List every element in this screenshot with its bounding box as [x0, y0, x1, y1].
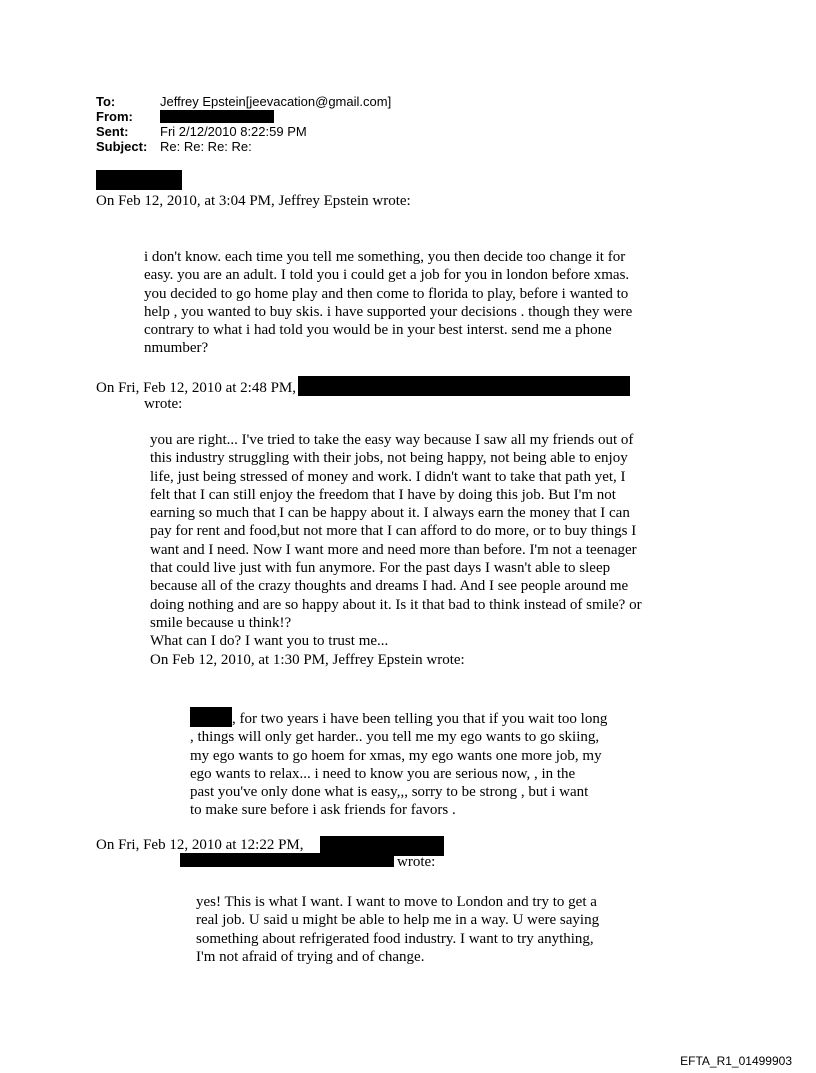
message-line: nmumber? — [144, 340, 209, 357]
message-line: help , you wanted to buy skis. i have supported your decisions . though they were — [144, 303, 633, 320]
subject-value: Re: Re: Re: Re: — [160, 139, 252, 154]
recipient-name-redaction — [190, 707, 232, 727]
message-line: past you've only done what is easy,,, sorry to be strong , but i want — [190, 784, 589, 801]
message-line: something about refrigerated food industry. I want to try anything, — [196, 930, 594, 947]
message-line: i don't know. each time you tell me something, you then decide too change it for — [144, 249, 626, 265]
reply-intro-4-text: On Fri, Feb 12, 2010 at 12:22 PM, — [96, 837, 304, 853]
sent-row — [96, 124, 391, 139]
message-line: life, just being stressed of money and work. I didn't want to take that path yet, I — [150, 468, 626, 485]
message-2-body — [150, 431, 642, 669]
subject-label: Subject: — [96, 139, 148, 154]
subject-row — [96, 139, 391, 154]
message-line: felt that I can still enjoy the freedom that I have by doing this job. But I'm not — [150, 486, 616, 503]
sender-name-redaction — [96, 170, 182, 190]
reply-intro-2-wrote: wrote: — [144, 396, 183, 412]
email-header — [96, 94, 391, 154]
reply-intro-4 — [96, 836, 304, 854]
sent-value: Fri 2/12/2010 8:22:59 PM — [160, 124, 307, 139]
sender-email-redaction — [298, 376, 630, 396]
message-4-body — [196, 893, 599, 966]
message-line: to make sure before i ask friends for favors . — [190, 802, 456, 819]
from-redaction — [160, 110, 274, 123]
message-3-first-line — [190, 707, 607, 728]
document-id: EFTA_R1_01499903 — [680, 1054, 792, 1068]
message-1-body — [144, 248, 632, 358]
message-line: earning so much that I can be happy about it. I always earn the money that I can — [150, 505, 630, 522]
message-line: On Feb 12, 2010, at 1:30 PM, Jeffrey Epstein wrote: — [150, 651, 465, 668]
message-line: my ego wants to go hoem for xmas, my ego wants one more job, my — [190, 747, 602, 764]
reply-intro-2-text: On Fri, Feb 12, 2010 at 2:48 PM, — [96, 380, 297, 396]
from-label: From: — [96, 109, 133, 124]
message-line: contrary to what i had told you would be in your best interst. send me a phone — [144, 322, 612, 339]
message-line: want and I need. Now I want more and need more than before. I'm not a teenager — [150, 541, 637, 558]
sender-email-redaction-2 — [180, 853, 394, 867]
message-line: I'm not afraid of trying and of change. — [196, 948, 425, 965]
message-line: pay for rent and food,but not more that I can afford to do more, or to buy things I — [150, 523, 637, 540]
message-line: real job. U said u might be able to help me in a way. U were saying — [196, 912, 600, 929]
message-line: smile because u think!? — [150, 614, 292, 631]
message-line: because all of the crazy thoughts and dreams I had. And I see people around me — [150, 578, 629, 595]
to-value: Jeffrey Epstein[jeevacation@gmail.com] — [160, 94, 392, 109]
message-line: you are right... I've tried to take the easy way because I saw all my friends out of — [150, 432, 634, 448]
message-line: ego wants to relax... i need to know you are serious now, , in the — [190, 765, 576, 782]
message-line: easy. you are an adult. I told you i could get a job for you in london before xmas. — [144, 267, 630, 284]
message-line: What can I do? I want you to trust me... — [150, 633, 389, 650]
message-3-line: , for two years i have been telling you that if you wait too long — [232, 711, 608, 727]
message-3-body — [190, 707, 607, 820]
reply-intro-4-wrote: wrote: — [397, 854, 436, 870]
sent-label: Sent: — [96, 124, 129, 139]
message-3-rest — [190, 728, 607, 819]
message-line: you decided to go home play and then come to florida to play, before i wanted to — [144, 285, 629, 302]
message-line: this industry struggling with their jobs, not being happy, not being able to enjoy — [150, 450, 628, 467]
message-line: yes! This is what I want. I want to move to London and try to get a — [196, 894, 597, 910]
message-line: , things will only get harder.. you tell me my ego wants to go skiing, — [190, 729, 600, 746]
message-line: that could live just with fun anymore. For the past days I wasn't able to sleep — [150, 560, 611, 577]
reply-intro-1: On Feb 12, 2010, at 3:04 PM, Jeffrey Epstein wrote: — [96, 193, 411, 209]
to-label: To: — [96, 94, 116, 109]
to-row — [96, 94, 391, 109]
message-line: doing nothing and are so happy about it. Is it that bad to think instead of smile? or — [150, 596, 642, 613]
from-row — [96, 109, 391, 124]
